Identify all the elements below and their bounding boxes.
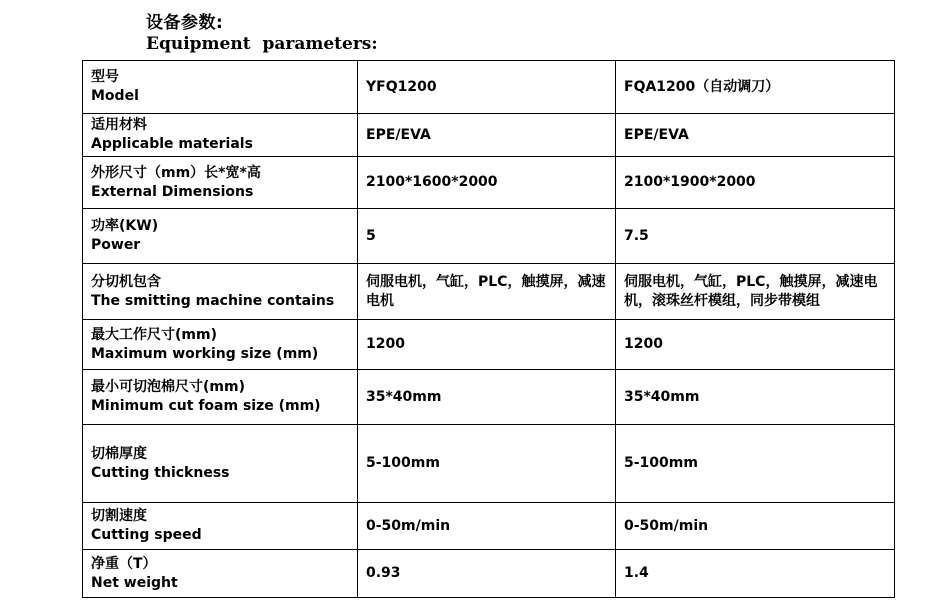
label-en: Maximum working size (mm) (91, 345, 319, 362)
value-text: EPE/EVA (624, 126, 689, 143)
value-cell-fqa1200 (616, 209, 895, 264)
value-cell-fqa1200 (616, 503, 895, 550)
table-row-min-cut-size (83, 370, 895, 425)
value-cell-yfq1200 (358, 425, 616, 503)
value-text: 1200 (624, 336, 663, 352)
label-cn: 适用材料 (91, 117, 147, 133)
value-cell-yfq1200 (358, 370, 616, 425)
table-row-materials (83, 114, 895, 157)
label-cn: 型号 (91, 69, 119, 85)
label-cn: 净重（T） (91, 555, 157, 572)
value-text: 0.93 (366, 565, 401, 581)
value-cell-yfq1200 (358, 114, 616, 157)
value-text: 0-50m/min (624, 517, 709, 534)
label-cell (83, 61, 358, 114)
label-cn: 最大工作尺寸(mm) (91, 326, 217, 343)
label-cn: 功率(KW) (91, 218, 159, 234)
heading-english: Equipment parameters: (146, 34, 378, 54)
label-cell (83, 264, 358, 320)
table-row-dimensions (83, 157, 895, 209)
label-cell (83, 370, 358, 425)
value-text: 2100*1900*2000 (624, 174, 756, 190)
value-text: YFQ1200 (366, 78, 437, 95)
value-cell-fqa1200 (616, 114, 895, 157)
label-cell (83, 550, 358, 598)
value-cell-yfq1200 (358, 264, 616, 320)
value-text: 2100*1600*2000 (366, 174, 498, 190)
value-text: 伺服电机，气缸，PLC，触摸屏，减速电机 (366, 273, 606, 309)
label-en: Cutting speed (91, 527, 202, 543)
label-cell (83, 503, 358, 550)
label-en: Power (91, 237, 141, 253)
value-text: 5 (366, 227, 376, 244)
label-en: Model (91, 88, 139, 104)
value-cell-fqa1200 (616, 61, 895, 114)
equipment-parameters-table (82, 60, 895, 598)
table-row-model (83, 61, 895, 114)
value-text: 1200 (366, 336, 405, 352)
table-row-power (83, 209, 895, 264)
value-text: 1.4 (624, 565, 649, 581)
label-cn: 切割速度 (91, 508, 147, 524)
label-cn: 外形尺寸（mm）长*宽*高 (91, 164, 261, 181)
label-cell (83, 425, 358, 503)
table-row-max-working-size (83, 320, 895, 370)
value-text: 0-50m/min (366, 517, 451, 534)
label-cell (83, 114, 358, 157)
label-en: Minimum cut foam size (mm) (91, 398, 321, 414)
table-row-machine-contains (83, 264, 895, 320)
label-cn: 最小可切泡棉尺寸(mm) (91, 379, 245, 395)
label-cell (83, 320, 358, 370)
value-cell-fqa1200 (616, 264, 895, 320)
value-text: FQA1200（自动调刀） (624, 78, 780, 95)
label-en: The smitting machine contains (91, 292, 335, 309)
value-cell-fqa1200 (616, 425, 895, 503)
value-text: EPE/EVA (366, 126, 431, 143)
label-cn: 切棉厚度 (91, 445, 147, 462)
value-cell-yfq1200 (358, 550, 616, 598)
value-text: 35*40mm (624, 388, 700, 405)
label-cn: 分切机包含 (91, 273, 161, 290)
label-cell (83, 157, 358, 209)
label-en: Applicable materials (91, 136, 253, 152)
heading-chinese: 设备参数: (146, 13, 224, 33)
label-en: Net weight (91, 574, 178, 591)
value-text: 5-100mm (624, 455, 698, 471)
value-cell-fqa1200 (616, 157, 895, 209)
label-en: External Dimensions (91, 183, 254, 200)
table-row-cutting-speed (83, 503, 895, 550)
label-cell (83, 209, 358, 264)
value-cell-fqa1200 (616, 370, 895, 425)
value-cell-yfq1200 (358, 157, 616, 209)
value-cell-yfq1200 (358, 209, 616, 264)
value-cell-yfq1200 (358, 320, 616, 370)
value-text: 7.5 (624, 227, 649, 244)
label-en: Cutting thickness (91, 464, 230, 481)
value-cell-yfq1200 (358, 503, 616, 550)
value-cell-fqa1200 (616, 550, 895, 598)
value-text: 伺服电机，气缸，PLC，触摸屏，减速电机，滚珠丝杆模组，同步带模组 (624, 273, 878, 309)
table-row-cutting-thickness (83, 425, 895, 503)
value-cell-fqa1200 (616, 320, 895, 370)
table-row-net-weight (83, 550, 895, 598)
value-text: 5-100mm (366, 455, 440, 471)
value-cell-yfq1200 (358, 61, 616, 114)
value-text: 35*40mm (366, 388, 442, 405)
